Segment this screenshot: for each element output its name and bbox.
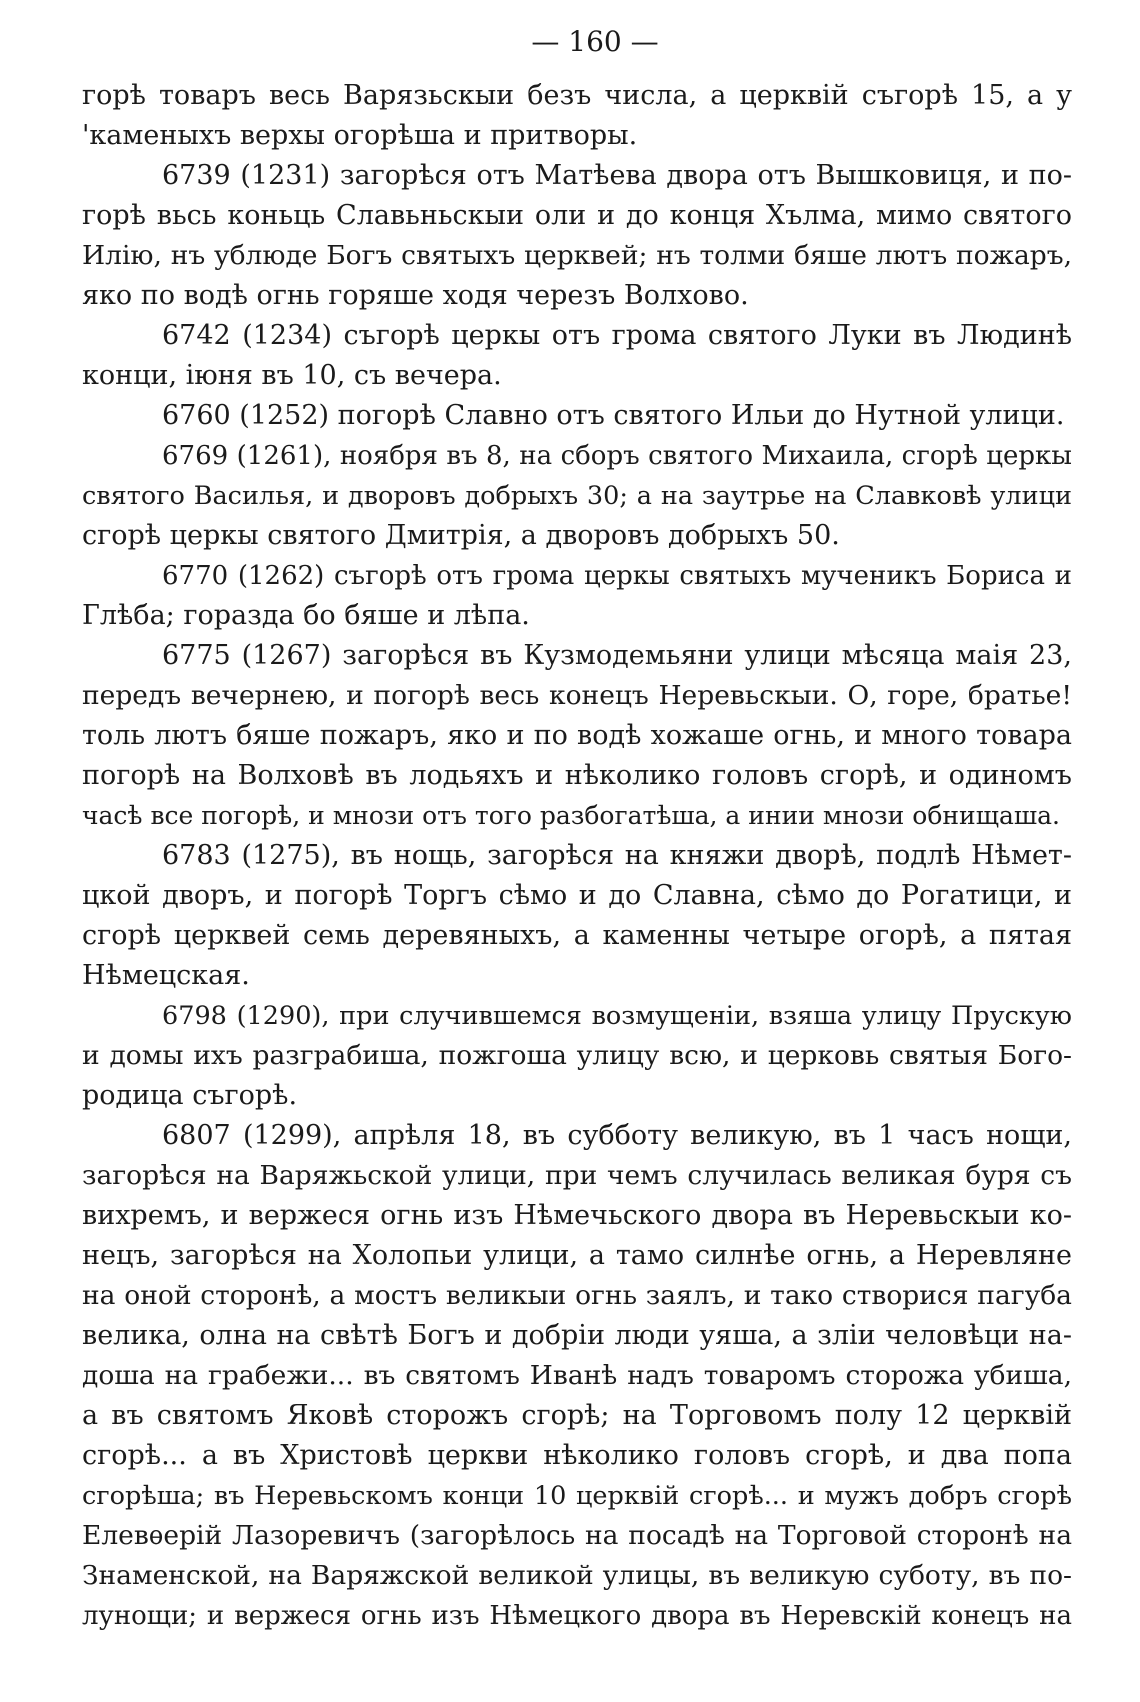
text-line: родица съгорѣ.	[82, 1080, 298, 1111]
text-line: передъ вечернею, и погорѣ весь конецъ Неревьскыи. О, горе, братье!	[82, 680, 1072, 711]
text-line: яко по водѣ огнь горяше ходя черезъ Волхово.	[82, 280, 749, 311]
text-line: вихремъ, и вержеся огнь изъ Нѣмечьского двора въ Неревьскыи ко-	[82, 1200, 1072, 1231]
text-line: погорѣ на Волховѣ въ лодьяхъ и нѣколико головъ сгорѣ, и одиномъ	[82, 760, 1072, 791]
text-line: Илію, нъ ублюде Богъ святыхъ церквей; нъ толми бяше лютъ пожаръ,	[82, 240, 1072, 271]
text-line: Елевѳерій Лазоревичъ (загорѣлось на посадѣ на Торговой сторонѣ на	[82, 1520, 1072, 1551]
book-page	[82, 22, 1072, 1636]
text-line: 6807 (1299), апрѣля 18, въ субботу великую, въ 1 часъ нощи,	[162, 1120, 1072, 1151]
text-line: святого Василья, и дворовъ добрыхъ 30; а на заутрье на Славковѣ улици	[82, 481, 1072, 511]
text-line: 6798 (1290), при случившемся возмущеніи, взяша улицу Прускую	[162, 1001, 1072, 1031]
text-line: Нѣмецская.	[82, 960, 250, 991]
text-line: лунощи; и вержеся огнь изъ Нѣмецкого двора въ Неревскій конецъ на	[82, 1601, 1072, 1631]
text-line: цкой дворъ, и погорѣ Торгъ сѣмо и до Славна, сѣмо до Рогатици, и	[82, 880, 1072, 911]
text-line: сгорѣша; въ Неревьскомъ конци 10 церквій сгорѣ... и мужъ добръ сгорѣ	[82, 1481, 1072, 1511]
text-line: Знаменской, на Варяжской великой улицы, въ великую суботу, въ по-	[82, 1560, 1072, 1591]
text-line: 'каменыхъ верхы огорѣша и притворы.	[82, 120, 638, 151]
text-line: 6760 (1252) погорѣ Славно отъ святого Ильи до Нутной улици.	[162, 400, 1065, 431]
text-line: сгорѣ церквей семь деревяныхъ, а каменны четыре огорѣ, а пятая	[82, 920, 1072, 951]
text-line: нецъ, загорѣся на Холопьи улици, а тамо силнѣе огнь, а Неревляне	[82, 1240, 1072, 1271]
text-line: 6770 (1262) съгорѣ отъ грома церкы святыхъ мученикъ Бориса и	[162, 561, 1072, 591]
text-line: горѣ товаръ весь Варязьскыи безъ числа, а церквій съгорѣ 15, а у	[82, 80, 1072, 111]
text-line: сгорѣ церкы святого Дмитрія, а дворовъ добрыхъ 50.	[82, 520, 840, 551]
page-number: — 160 —	[531, 25, 659, 58]
text-line: 6739 (1231) загорѣся отъ Матѣева двора отъ Вышковиця, и по-	[162, 160, 1072, 191]
text-line: конци, іюня въ 10, съ вечера.	[82, 360, 502, 391]
text-line: 6783 (1275), въ нощь, загорѣся на княжи дворѣ, подлѣ Нѣмет-	[162, 840, 1072, 871]
text-line: горѣ вьсь коньць Славьньскыи оли и до конця Хълма, мимо святого	[82, 200, 1072, 231]
text-line: загорѣся на Варяжьской улици, при чемъ случилась великая буря съ	[82, 1160, 1072, 1191]
text-line: толь лютъ бяше пожаръ, яко и по водѣ хожаше огнь, и много товара	[82, 720, 1072, 751]
text-line: 6775 (1267) загорѣся въ Кузмодемьяни улици мѣсяца маія 23,	[162, 640, 1072, 671]
text-line: на оной сторонѣ, а мостъ великыи огнь заялъ, и тако створися пагуба	[82, 1280, 1072, 1311]
text-line: а въ святомъ Яковѣ сторожъ сгорѣ; на Торговомъ полу 12 церквій	[82, 1400, 1072, 1431]
text-line: часѣ все погорѣ, и мнози отъ того разбогатѣша, а инии мнози обнищаша.	[82, 801, 1060, 830]
text-line: сгорѣ... а въ Христовѣ церкви нѣколико головъ сгорѣ, и два попа	[82, 1440, 1072, 1471]
text-line: Глѣба; горазда бо бяше и лѣпа.	[82, 600, 530, 631]
page-text	[82, 76, 1072, 1636]
text-line: велика, олна на свѣтѣ Богъ и добріи люди уяша, а зліи человѣци на-	[82, 1320, 1072, 1351]
text-line: доша на грабежи... въ святомъ Иванѣ надъ товаромъ сторожа убиша,	[82, 1360, 1072, 1391]
text-line: 6769 (1261), ноября въ 8, на сборъ святого Михаила, сгорѣ церкы	[162, 441, 1072, 471]
text-line: и домы ихъ разграбиша, пожгоша улицу всю, и церковь святыя Бого-	[82, 1040, 1072, 1071]
text-line: 6742 (1234) съгорѣ церкы отъ грома святого Луки въ Людинѣ	[162, 320, 1072, 351]
